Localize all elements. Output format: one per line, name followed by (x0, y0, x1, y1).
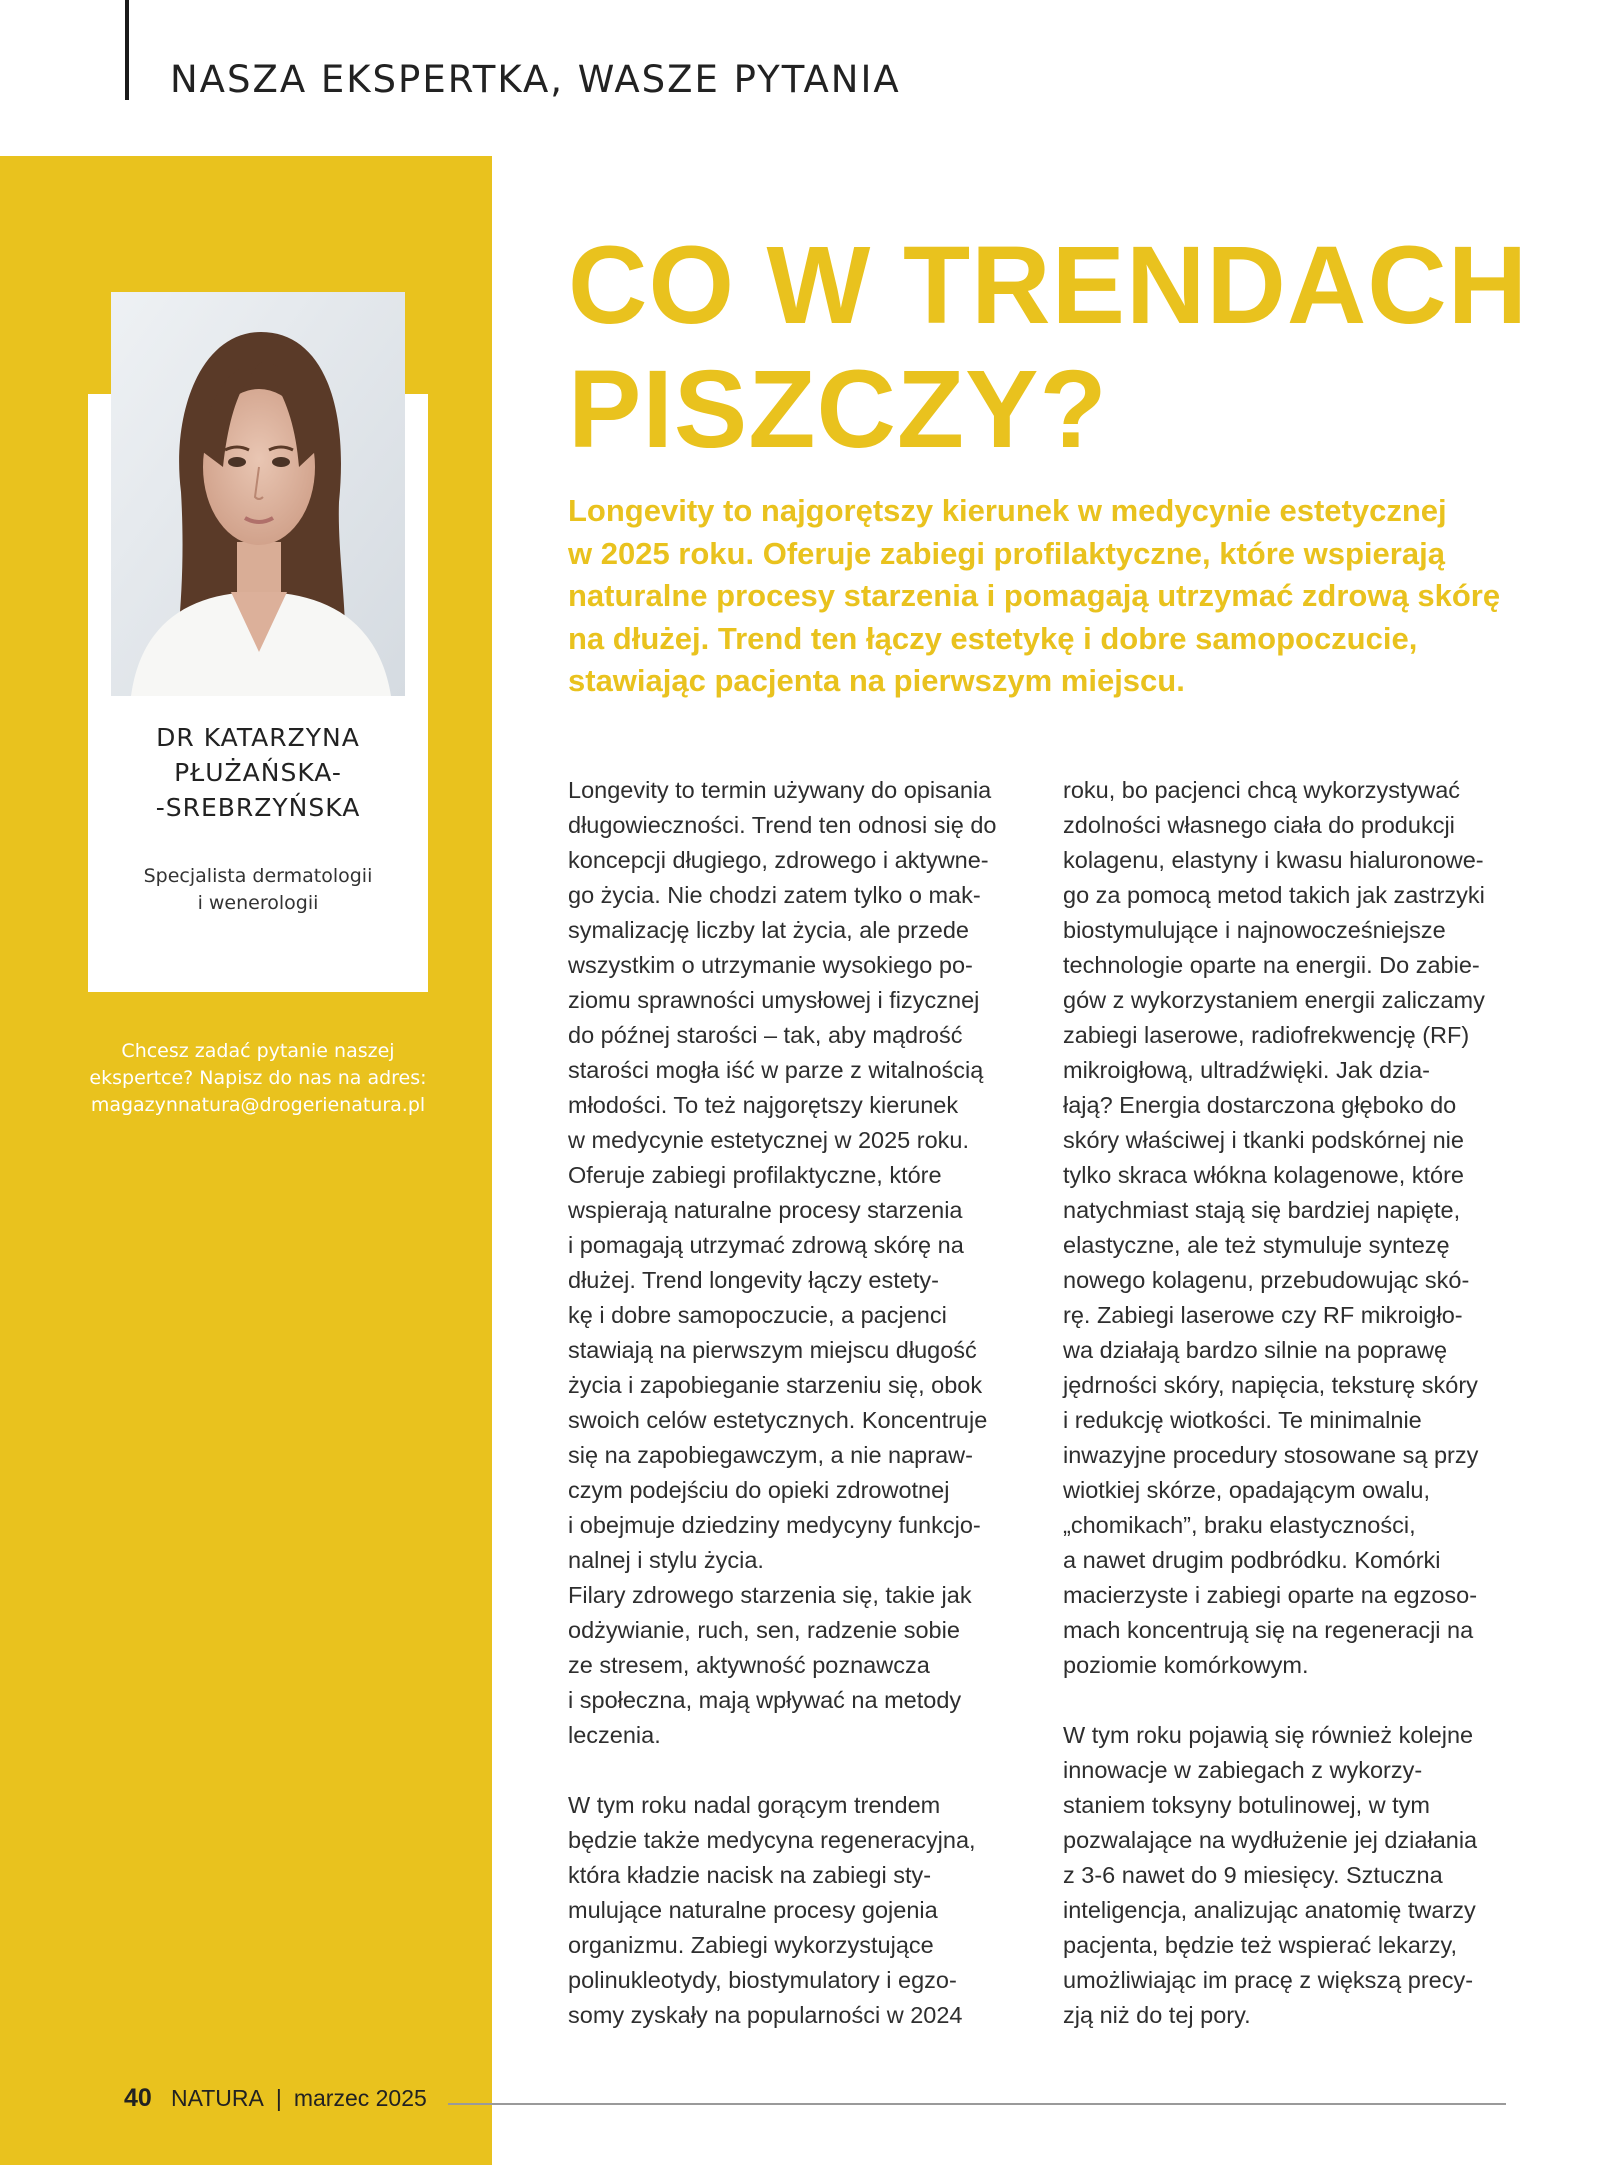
body-line: i pomagają utrzymać zdrową skórę na (568, 1232, 964, 1258)
page-footer (124, 2084, 427, 2113)
contact-email-link[interactable]: magazynnatura@drogerienatura.pl (90, 1094, 426, 1116)
body-line: a nawet drugim podbródku. Komórki (1063, 1547, 1441, 1573)
contact-line: Chcesz zadać pytanie naszej (121, 1040, 395, 1062)
body-line: leczenia. (568, 1722, 661, 1748)
body-line: i redukcję wiotkości. Te minimalnie (1063, 1407, 1422, 1433)
body-line: nowego kolagenu, przebudowując skó- (1063, 1267, 1470, 1293)
contact-line: ekspertce? Napisz do nas na adres: (89, 1067, 427, 1089)
expert-name (88, 720, 428, 825)
body-line: kolagenu, elastyny i kwasu hialuronowe- (1063, 847, 1484, 873)
body-line: elastyczne, ale też stymuluje syntezę (1063, 1232, 1450, 1258)
body-line: starości mogła iść w parze z witalnością (568, 1057, 984, 1083)
body-line: inteligencja, analizując anatomię twarzy (1063, 1897, 1476, 1923)
headline-line: CO W TRENDACH (568, 224, 1529, 347)
body-line: go życia. Nie chodzi zatem tylko o mak- (568, 882, 981, 908)
body-line: rę. Zabiegi laserowe czy RF mikroigło- (1063, 1302, 1463, 1328)
expert-specialty-line: i wenerologii (197, 892, 319, 914)
section-title: NASZA EKSPERTKA, WASZE PYTANIA (170, 58, 901, 101)
body-line: wa działają bardzo silnie na poprawę (1063, 1337, 1448, 1363)
body-line: w medycynie estetycznej w 2025 roku. (568, 1127, 969, 1153)
magazine-name: NATURA (170, 2085, 264, 2111)
body-line: mach koncentrują się na regeneracji na (1063, 1617, 1474, 1643)
body-line: organizmu. Zabiegi wykorzystujące (568, 1932, 934, 1958)
body-line: zabiegi laserowe, radiofrekwencję (RF) (1063, 1022, 1470, 1048)
body-line: się na zapobiegawczym, a nie napraw- (568, 1442, 973, 1468)
body-column-left (568, 773, 1038, 2033)
body-line: ziomu sprawności umysłowej i fizycznej (568, 987, 980, 1013)
body-line: nalnej i stylu życia. (568, 1547, 764, 1573)
portrait-illustration (111, 292, 405, 696)
body-line: do późnej starości – tak, aby mądrość (568, 1022, 963, 1048)
body-line: ze stresem, aktywność poznawcza (568, 1652, 930, 1678)
body-line: biostymulujące i najnowocześniejsze (1063, 917, 1446, 943)
paragraph-gap (1063, 1683, 1533, 1718)
body-line: W tym roku pojawią się również kolejne (1063, 1722, 1474, 1748)
footer-separator: | (275, 2085, 282, 2111)
article-headline (568, 224, 1528, 472)
body-line: swoich celów estetycznych. Koncentruje (568, 1407, 988, 1433)
body-line: Oferuje zabiegi profilaktyczne, które (568, 1162, 942, 1188)
body-line: poziomie komórkowym. (1063, 1652, 1309, 1678)
body-line: dłużej. Trend longevity łączy estety- (568, 1267, 939, 1293)
body-line: która kładzie nacisk na zabiegi sty- (568, 1862, 932, 1888)
body-line: polinukleotydy, biostymulatory i egzo- (568, 1967, 957, 1993)
body-line: Filary zdrowego starzenia się, takie jak (568, 1582, 972, 1608)
body-line: odżywianie, ruch, sen, radzenie sobie (568, 1617, 960, 1643)
lead-line: na dłużej. Trend ten łączy estetykę i dobre samopoczucie, (568, 620, 1418, 656)
paragraph-gap (568, 1753, 1038, 1788)
body-line: pacjenta, będzie też wspierać lekarzy, (1063, 1932, 1458, 1958)
body-line: będzie także medycyna regeneracyjna, (568, 1827, 976, 1853)
body-line: symalizację liczby lat życia, ale przede (568, 917, 969, 943)
lead-line: stawiając pacjenta na pierwszym miejscu. (568, 663, 1185, 698)
body-line: gów z wykorzystaniem energii zaliczamy (1063, 987, 1485, 1013)
body-line: wiotkiej skórze, opadającym owalu, (1063, 1477, 1431, 1503)
body-line: zją niż do tej pory. (1063, 2002, 1251, 2028)
body-line: W tym roku nadal gorącym trendem (568, 1792, 941, 1818)
expert-portrait (111, 292, 405, 696)
body-line: mikroigłową, ultradźwięki. Jak dzia- (1063, 1057, 1430, 1083)
body-line: mulujące naturalne procesy gojenia (568, 1897, 938, 1923)
body-line: czym podejściu do opieki zdrowotnej (568, 1477, 950, 1503)
body-line: z 3-6 nawet do 9 miesięcy. Sztuczna (1063, 1862, 1443, 1888)
contact-note (40, 1038, 476, 1119)
body-line: wspierają naturalne procesy starzenia (568, 1197, 963, 1223)
body-line: kę i dobre samopoczucie, a pacjenci (568, 1302, 947, 1328)
body-line: „chomikach”, braku elastyczności, (1063, 1512, 1416, 1538)
body-line: stawiają na pierwszym miejscu długość (568, 1337, 977, 1363)
page-number: 40 (124, 2084, 152, 2112)
body-line: natychmiast stają się bardziej napięte, (1063, 1197, 1461, 1223)
lead-line: w 2025 roku. Oferuje zabiegi profilaktyczne, które wspierają (568, 535, 1445, 571)
body-line: długowieczności. Trend ten odnosi się do (568, 812, 997, 838)
article-lead (568, 490, 1528, 703)
body-line: umożliwiając im pracę z większą precy- (1063, 1967, 1474, 1993)
body-line: życia i zapobieganie starzeniu się, obok (568, 1372, 983, 1398)
body-line: zdolności własnego ciała do produkcji (1063, 812, 1455, 838)
body-line: skóry właściwej i tkanki podskórnej nie (1063, 1127, 1464, 1153)
lead-line: naturalne procesy starzenia i pomagają utrzymać zdrową skórę (568, 578, 1501, 613)
body-line: jędrności skóry, napięcia, teksturę skóry (1063, 1372, 1478, 1398)
body-line: i społeczna, mają wpływać na metody (568, 1687, 962, 1713)
footer-divider (448, 2103, 1506, 2105)
body-line: koncepcji długiego, zdrowego i aktywne- (568, 847, 989, 873)
body-line: młodości. To też najgorętszy kierunek (568, 1092, 959, 1118)
expert-specialty (88, 863, 428, 917)
body-line: innowacje w zabiegach z wykorzy- (1063, 1757, 1423, 1783)
body-line: technologie oparte na energii. Do zabie- (1063, 952, 1480, 978)
body-line: tylko skraca włókna kolagenowe, które (1063, 1162, 1465, 1188)
body-line: i obejmuje dziedziny medycyny funkcjo- (568, 1512, 981, 1538)
body-line: go za pomocą metod takich jak zastrzyki (1063, 882, 1485, 908)
body-line: somy zyskały na popularności w 2024 (568, 2002, 963, 2028)
headline-line: PISZCZY? (568, 348, 1108, 471)
body-line: wszystkim o utrzymanie wysokiego po- (568, 952, 973, 978)
body-line: łają? Energia dostarczona głęboko do (1063, 1092, 1457, 1118)
expert-name-line: DR KATARZYNA (156, 723, 360, 752)
expert-name-line: -SREBRZYŃSKA (155, 793, 361, 822)
body-line: macierzyste i zabiegi oparte na egzoso- (1063, 1582, 1478, 1608)
body-line: Longevity to termin używany do opisania (568, 777, 992, 803)
issue-date: marzec 2025 (293, 2085, 427, 2111)
body-line: inwazyjne procedury stosowane są przy (1063, 1442, 1479, 1468)
expert-specialty-line: Specjalista dermatologii (143, 865, 373, 887)
header-divider (125, 0, 129, 100)
lead-line: Longevity to najgorętszy kierunek w medycynie estetycznej (568, 493, 1447, 528)
expert-name-line: PŁUŻAŃSKA- (174, 758, 342, 787)
body-line: roku, bo pacjenci chcą wykorzystywać (1063, 777, 1461, 803)
body-line: staniem toksyny botulinowej, w tym (1063, 1792, 1431, 1818)
body-column-right (1063, 773, 1533, 2033)
body-line: pozwalające na wydłużenie jej działania (1063, 1827, 1478, 1853)
